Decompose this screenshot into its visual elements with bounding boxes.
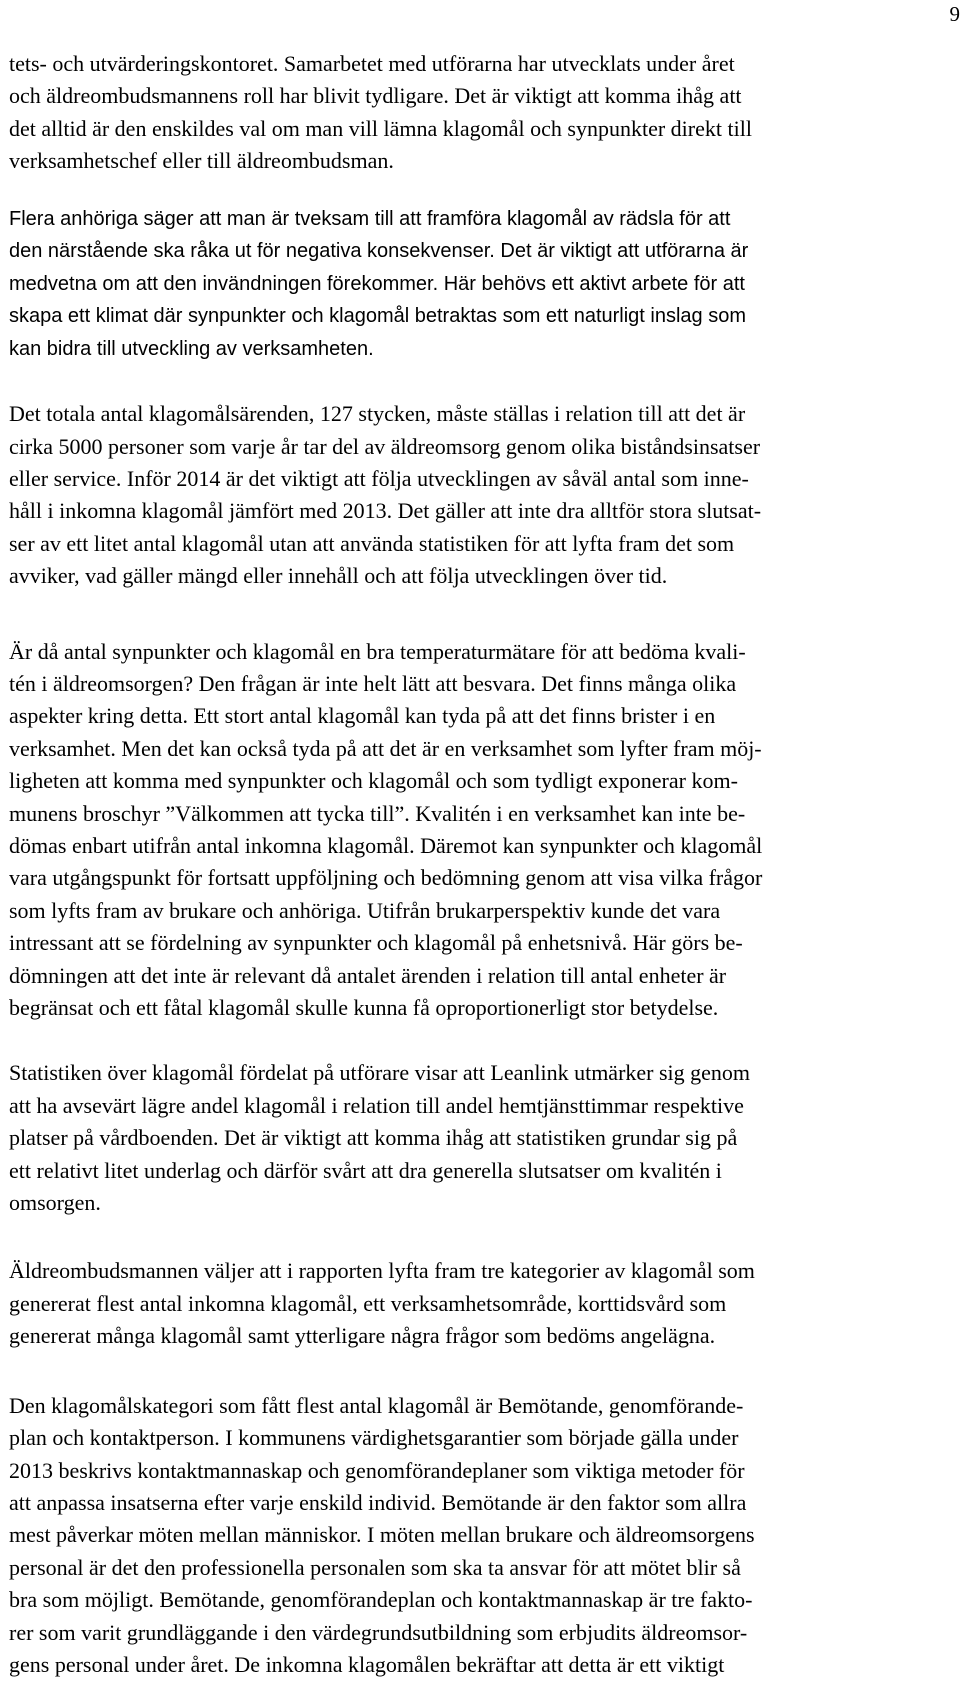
paragraph-complaints-collaboration: tets- och utvärderingskontoret. Samarbetet med utförarna har utvecklats under året och äldreombudsmannens roll har blivit tydligare. Det är viktigt att komma ihåg att det alltid är den enskildes val om man vill lämna klagomål och synpunkter direkt till verksamhetschef eller till äldreombudsman. [9, 51, 752, 174]
paragraph-treatment-category: Den klagomålskategori som fått flest antal klagomål är Bemötande, genomförande- plan och kontaktperson. I kommunens värdighetsgarantier som började gälla under 2013 beskrivs kontaktmannaskap och genomförandeplaner som viktiga metoder för att anpassa insatserna efter varje enskild individ. Bemötande är den faktor som allra mest påverkar möten mellan människor. I möten mellan brukare och äldreomsorgens personal är det den professionella personalen som ska ta ansvar för att mötet blir så bra som möjligt. Bemötande, genomförandeplan och kontaktmannaskap är tre fakto- rer som varit grundläggande i den värdegrundsutbildning som erbjudits äldreomsor- gens personal under året. De inkomna klagomålen bekräftar att detta är ett viktigt [9, 1392, 755, 1677]
paragraph-quality-measure: Är då antal synpunkter och klagomål en bra temperaturmätare för att bedöma kvali- tén i äldreomsorgen? Den frågan är inte helt lätt att besvara. Det finns många olika aspekter kring detta. Ett stort antal klagomål kan tyda på att det finns brister i en verksamhet. Men det kan också tyda på att det är en verksamhet som lyfter fram möj- ligheten att komma med synpunkter och klagomål och som tydligt exponerar kom- munens broschyr ”Välkommen att tycka till”. Kvalitén i en verksamhet kan inte be- dömas enbart utifrån antal inkomna klagomål. Däremot kan synpunkter och klagomål vara utgångspunkt för fortsatt uppföljning och bedömning genom att visa vilka frågor som lyfts fram av brukare och anhöriga. Utifrån brukarperspektiv kunde det vara intressant att se fördelning av synpunkter och klagomål på enhetsnivå. Här görs be- dömningen att det inte är relevant då antalet ärenden i relation till antal enheter är begränsat och ett fåtal klagomål skulle kunna få oproportionerligt stor betydelse. [9, 638, 763, 1021]
document-body [9, 48, 889, 1681]
paragraph-statistics-provider: Statistiken över klagomål fördelat på utförare visar att Leanlink utmärker sig genom att ha avsevärt lägre andel klagomål i relation till andel hemtjänsttimmar respektive platser på vårdboenden. Det är viktigt att komma ihåg att statistiken grundar sig på ett relativt litet underlag och därför svårt att dra generella slutsatser om kvalitén i omsorgen. [9, 1060, 751, 1216]
paragraph-relatives-hesitation: Flera anhöriga säger att man är tveksam till att framföra klagomål av rädsla för att den närstående ska råka ut för negativa konsekvenser. Det är viktigt att utförarna är medvetna om att den invändningen förekommer. Här behövs ett aktivt arbete för att skapa ett klimat där synpunkter och klagomål betraktas som ett naturligt inslag som kan bidra till utveckling av verksamheten. [9, 207, 749, 360]
paragraph-selected-categories: Äldreombudsmannen väljer att i rapporten lyfta fram tre kategorier av klagomål som genererat flest antal inkomna klagomål, ett verksamhetsområde, korttidsvård som genererat många klagomål samt ytterligare några frågor som bedöms angelägna. [9, 1258, 755, 1349]
page-number: 9 [949, 2, 960, 26]
paragraph-total-complaints: Det totala antal klagomålsärenden, 127 stycken, måste ställas i relation till att det är cirka 5000 personer som varje år tar del av äldreomsorg genom olika biståndsinsatser eller service. Inför 2014 är det viktigt att följa utvecklingen av såväl antal som inne- håll i inkomna klagomål jämfört med 2013. Det gäller att inte dra alltför stora slutsat- ser av ett litet antal klagomål utan att använda statistiken för att lyfta fram det som avviker, vad gäller mängd eller innehåll och att följa utvecklingen över tid. [9, 401, 762, 589]
